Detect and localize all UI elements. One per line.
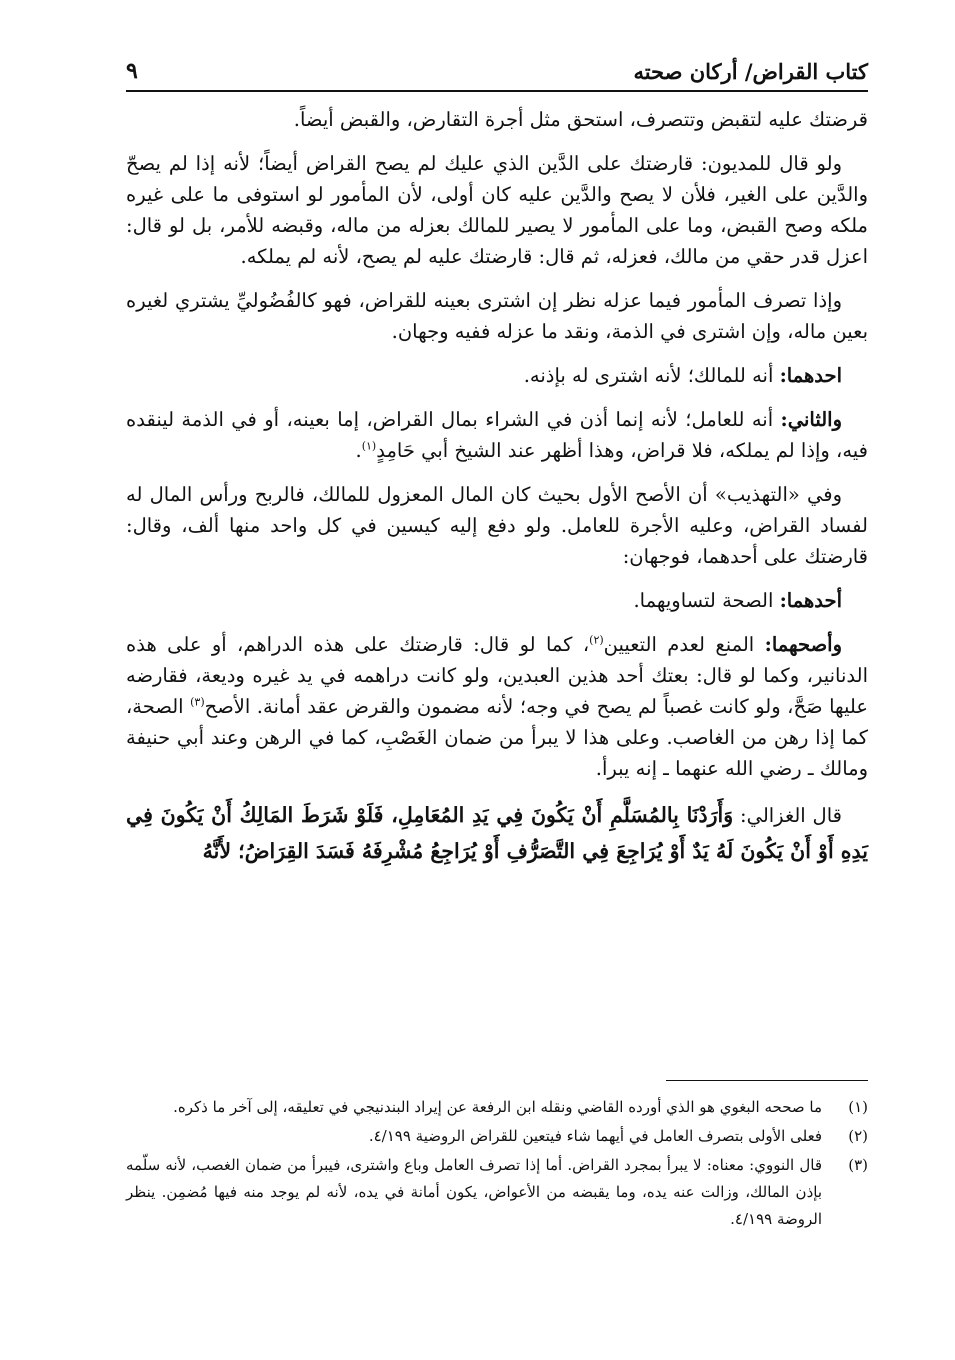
chapter-title: كتاب القراض/ أركان صحته [633, 59, 868, 84]
opinion-text: أنه للمالك؛ لأنه اشترى له بإذنه. [523, 364, 774, 387]
footnote-text: قال النووي: معناه: لا يبرأ بمجرد القراض. أما إذا تصرف العامل وباع واشترى، فيبرأ من ضمان الغصب، لأنه سلّمه بإذن المالك، وزالت عنه يده، وما يقبضه من الأعواض، يكون أمانة في يده، لأنه لم يوجد منه فيها مُضمِن. ينظر الروضة ٤/١٩٩. [126, 1156, 822, 1228]
opinion-paragraph [126, 360, 868, 391]
opinion-end: . [355, 439, 362, 462]
ghazali-quote [126, 797, 868, 869]
footnote [126, 1152, 868, 1233]
paragraph: وفي «التهذيب» أن الأصح الأول بحيث كان المال المعزول للمالك، فالربح ورأس المال له لفساد القراض، وعليه الأجرة للعامل. ولو دفع إليه كيسين في كل واحد منها ألف، وقال: قارضتك على أحدهما، فوجهان: [126, 483, 868, 568]
opinion-text: المنع لعدم التعيين [603, 633, 755, 656]
quote-intro: قال الغزالي: [740, 804, 842, 827]
opinion-label: والثاني: [780, 408, 843, 431]
footnote-number: (١) [848, 1098, 868, 1116]
footnote-text: فعلى الأولى بتصرف العامل في أيهما شاء فيتعين للقراض الروضية ٤/١٩٩. [368, 1127, 822, 1145]
footnote [126, 1094, 868, 1121]
running-header [126, 48, 868, 92]
opinion-text: الصحة لتساويهما. [633, 589, 774, 612]
opinion-text: الصحة، كما إذا رهن من الغاصب. وعلى هذا لا يبرأ من ضمان الغَصْبِ، كما في الرهن وعند أبي حنيفة ومالك ـ رضي الله عنهما ـ إنه يبرأ. [126, 695, 868, 780]
opinion-label: احدهما: [779, 364, 842, 387]
opinion-text: أنه للعامل؛ لأنه إنما أذن في الشراء بمال القراض، إما بعينه، أو في الذمة لينقده فيه، وإذا لم يملكه، فلا قراض، وهذا أظهر عند الشيخ أبي حَامِدٍ [126, 408, 868, 462]
footnote-ref[interactable]: (١) [361, 439, 377, 453]
footnote-ref[interactable]: (٢) [589, 633, 604, 647]
opinion-paragraph [126, 585, 868, 616]
footnote-number: (٢) [848, 1127, 868, 1145]
opinion-text: ، كما لو قال: قارضتك على هذه الدراهم، أو على هذه الدنانير، وكما لو قال: بعتك أحد هذين العبدين، ولو كانت دراهمه في يد غيره وديعة، فقارضه عليها صَحَّ، ولو كانت غصباً لم يصح في وجه؛ لأنه مضمون والقرض عقد أمانة. الأصح [126, 633, 868, 718]
paragraph: ولو قال للمديون: قارضتك على الدَّين الذي عليك لم يصح القراض أيضاً؛ لأنه إذا لم يصحّ والدَّين على الغير، فلأن لا يصح والدَّين عليه كان أولى، لأن المأمور لو استوفى ما على غيره ملكه وصح القبض، وما على المأمور لا يصير للمالك بعزله من ماله، وقبضه للأمر، بل لو قال: اعزل قدر حقي من مالك، فعزله، ثم قال: قارضتك عليه لم يصح، لأنه لم يملكه. [126, 152, 868, 268]
footnote-number: (٣) [848, 1156, 868, 1174]
opinion-paragraph [126, 629, 868, 784]
footnotes [126, 1094, 868, 1235]
opinion-paragraph [126, 404, 868, 466]
paragraph: وإذا تصرف المأمور فيما عزله نظر إن اشترى بعينه للقراض، فهو كالفُضُوليِّ يشتري لغيره بعين ماله، وإن اشترى في الذمة، ونقد ما عزله ففيه وجهان. [126, 289, 868, 343]
quote-text: وَأَرَدْنَا بِالمُسَلَّمِ أَنْ يَكُونَ فِي يَدِ المُعَامِلِ، فَلَوْ شَرَطَ المَالِكُ أَنْ يَكُونَ فِي يَدِهِ أَوْ أَنْ يَكُونَ لَهُ يَدٌ أَوْ يُرَاجِعَ فِي التَّصَرُّفِ أَوْ يُرَاجِعُ مُشْرِفَهُ فَسَدَ القِرَاضُ؛ لأَنَّهُ [126, 803, 868, 863]
main-text [126, 104, 868, 882]
footnote-divider [666, 1080, 868, 1081]
page-number: ٩ [126, 58, 138, 84]
footnote-ref[interactable]: (٣) [190, 695, 205, 709]
footnote [126, 1123, 868, 1150]
footnote-text: ما صححه البغوي هو الذي أورده القاضي ونقله ابن الرفعة عن إيراد البندنيجي في تعليقه، إلى آخر ما ذكره. [173, 1098, 822, 1116]
paragraph: قرضتك عليه لتقبض وتتصرف، استحق مثل أجرة التقارض، والقبض أيضاً. [293, 108, 868, 131]
opinion-label: وأصحهما: [764, 633, 843, 656]
opinion-label: أحدهما: [779, 589, 842, 612]
